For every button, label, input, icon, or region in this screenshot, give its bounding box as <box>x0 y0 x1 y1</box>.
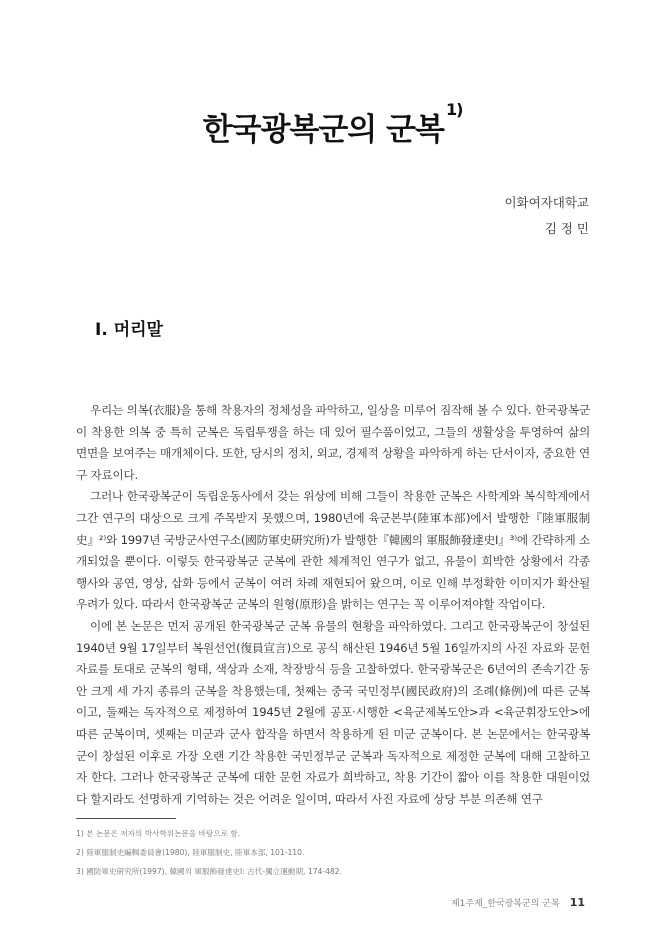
footnote: 2) 陸軍服制史編輯委員會(1980), 陸軍服制史, 陸軍本部, 101-110. <box>76 848 305 857</box>
title-footnote-ref: 1) <box>445 100 463 119</box>
footnote: 1) 본 논문은 저자의 박사학위논문을 바탕으로 함. <box>76 829 241 838</box>
footnote-divider <box>76 818 176 819</box>
body-text <box>76 400 590 810</box>
page-footer <box>451 896 585 909</box>
author-name: 김 정 민 <box>544 221 589 236</box>
author-block <box>504 190 589 242</box>
title-text: 한국광복군의 군복 <box>202 112 444 148</box>
page-number: 11 <box>569 896 585 909</box>
footnotes <box>76 824 590 881</box>
footnote: 3) 國防軍史硏究所(1997), 韓國의 軍服飾發達史Ⅰ: 古代-獨立運動期, 174-482. <box>76 867 343 876</box>
paragraph: 그러나 한국광복군이 독립운동사에서 갖는 위상에 비해 그들이 착용한 군복은 사학계와 복식학계에서 그간 연구의 대상으로 크게 주목받지 못했으며, 1980년에 육군본부(陸軍本部)에서 발행한『陸軍服制史』²⁾와 1997년 국방군사연구소(國防軍史硏究所)가 발행한『韓國의 軍服飾發達史Ⅰ』³⁾에 간략하게 소개되었을 뿐이다. 이렇듯 한국광복군 군복에 관한 체계적인 연구가 없고, 유물이 희박한 상황에서 각종 행사와 공연, 영상, 삽화 등에서 군복이 여러 차례 재현되어 왔으며, 이로 인해 부정확한 이미지가 확산될 우려가 있다. 따라서 한국광복군 군복의 원형(原形)을 밝히는 연구는 꼭 이루어져야할 작업이다. <box>76 489 590 612</box>
paper-title <box>0 100 665 149</box>
running-title: 제1주제_한국광복군의 군복 <box>450 899 560 909</box>
paragraph: 우리는 의복(衣服)을 통해 착용자의 정체성을 파악하고, 일상을 미루어 짐작해 볼 수 있다. 한국광복군이 착용한 의복 중 특히 군복은 독립투쟁을 하는 데 있어 필수품이었고, 그들의 생활상을 투영하여 삶의 면면을 보여주는 매개체이다. 또한, 당시의 정치, 외교, 경제적 상황을 파악하게 하는 단서이자, 중요한 연구 자료이다. <box>76 403 590 482</box>
paragraph: 이에 본 논문은 먼저 공개된 한국광복군 군복 유물의 현황을 파악하였다. 그리고 한국광복군이 창설된 1940년 9월 17일부터 복원선언(復員宣言)으로 공식 해산된 1946년 5월 16일까지의 사진 자료와 문헌 자료를 토대로 군복의 형태, 색상과 소재, 착장방식 등을 고찰하였다. 한국광복군은 6년여의 존속기간 동안 크게 세 가지 종류의 군복을 착용했는데, 첫째는 중국 국민정부(國民政府)의 조례(條例)에 따른 군복이고, 둘째는 독자적으로 제정하여 1945년 2월에 공포·시행한 <육군제복도안>과 <육군휘장도안>에 따른 군복이며, 셋째는 미군과 군사 합작을 하면서 착용하게 된 미군 군복이다. 본 논문에서는 한국광복군이 창설된 이후로 가장 오랜 기간 착용한 국민정부군 군복과 독자적으로 제정한 군복에 대해 고찰하고자 한다. 그러나 한국광복군 군복에 대한 문헌 자료가 희박하고, 착용 기간이 짧아 이를 착용한 대원이었다 할지라도 선명하게 기억하는 것은 어려운 일이며, 따라서 사진 자료에 상당 부분 의존해 연구 <box>76 618 590 806</box>
affiliation: 이화여자대학교 <box>504 195 589 210</box>
section-heading: Ⅰ. 머리말 <box>95 320 163 340</box>
